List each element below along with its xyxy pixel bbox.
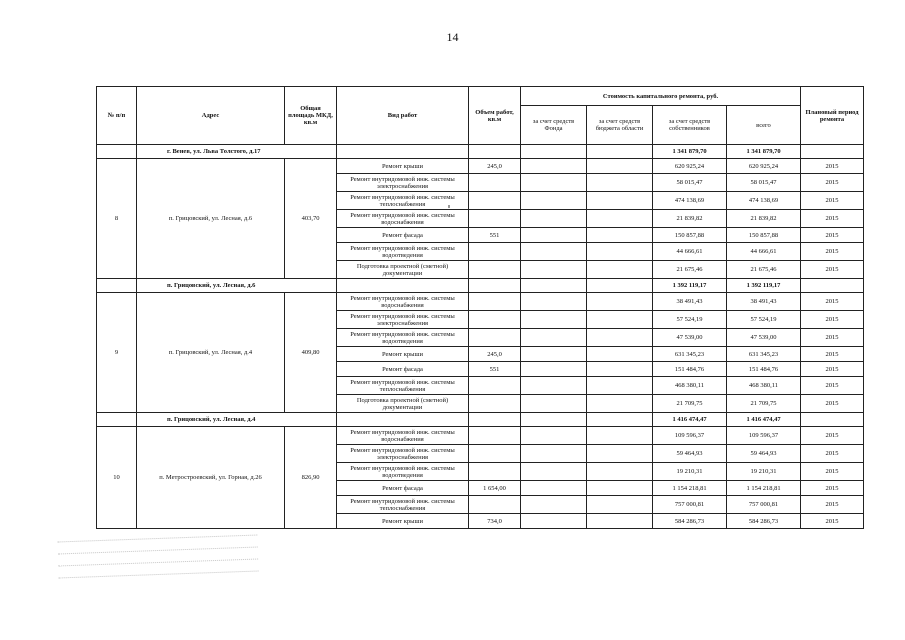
cost-owners: 47 539,00 [653, 329, 727, 347]
empty-cell [587, 279, 653, 293]
cost-region [587, 243, 653, 261]
work-type: Ремонт крыши [337, 347, 469, 362]
cost-total: 150 857,88 [727, 228, 801, 243]
header-address: Адрес [137, 87, 285, 145]
work-type: Ремонт внутридомовой инж. системы электроснабжения [337, 174, 469, 192]
cost-total: 757 000,81 [727, 496, 801, 514]
building-area: 403,70 [285, 159, 337, 279]
cost-fund [521, 228, 587, 243]
building-address: п. Грицовский, ул. Лесная, д.6 [137, 159, 285, 279]
empty-cell [97, 413, 137, 427]
work-volume [469, 293, 521, 311]
empty-cell [587, 413, 653, 427]
cost-fund [521, 174, 587, 192]
cost-total: 21 675,46 [727, 261, 801, 279]
building-area: 826,90 [285, 427, 337, 529]
cost-owners: 620 925,24 [653, 159, 727, 174]
work-volume: 245,0 [469, 159, 521, 174]
work-volume [469, 427, 521, 445]
cost-fund [521, 514, 587, 529]
work-type: Подготовка проектной (сметной) документации [337, 261, 469, 279]
work-volume [469, 463, 521, 481]
cost-owners: 109 596,37 [653, 427, 727, 445]
work-volume: 1 654,00 [469, 481, 521, 496]
cost-fund [521, 329, 587, 347]
planned-period: 2015 [801, 210, 864, 228]
total-sum: 1 392 119,17 [727, 279, 801, 293]
work-type: Ремонт внутридомовой инж. системы водоотведения [337, 463, 469, 481]
cost-region [587, 311, 653, 329]
work-type: Ремонт внутридомовой инж. системы водоотведения [337, 329, 469, 347]
total-address: п. Грицовский, ул. Лесная, д.6 [137, 279, 337, 293]
building-address: п. Метростроевский, ул. Горная, д.26 [137, 427, 285, 529]
total-owners: 1 416 474,47 [653, 413, 727, 427]
total-owners: 1 341 879,70 [653, 145, 727, 159]
planned-period: 2015 [801, 463, 864, 481]
work-type: Ремонт внутридомовой инж. системы водоснабжения [337, 293, 469, 311]
cost-region [587, 377, 653, 395]
header-fund: за счет средств Фонда [521, 106, 587, 145]
cost-total: 38 491,43 [727, 293, 801, 311]
cost-region [587, 261, 653, 279]
cost-owners: 21 709,75 [653, 395, 727, 413]
cost-fund [521, 243, 587, 261]
cost-region [587, 329, 653, 347]
work-volume: 734,0 [469, 514, 521, 529]
work-type: Ремонт внутридомовой инж. системы теплоснабжения [337, 192, 469, 210]
table-body [97, 145, 864, 529]
header-area: Общая площадь МКД, кв.м [285, 87, 337, 145]
cost-region [587, 395, 653, 413]
work-volume [469, 192, 521, 210]
cost-total: 21 839,82 [727, 210, 801, 228]
total-sum: 1 416 474,47 [727, 413, 801, 427]
cost-owners: 468 380,11 [653, 377, 727, 395]
empty-cell [469, 145, 521, 159]
address-total-row [97, 279, 864, 293]
header-num: № п/п [97, 87, 137, 145]
cost-owners: 151 484,76 [653, 362, 727, 377]
cost-region [587, 481, 653, 496]
planned-period: 2015 [801, 481, 864, 496]
header-region: за счет средств бюджета области [587, 106, 653, 145]
empty-cell [337, 413, 469, 427]
planned-period: 2015 [801, 228, 864, 243]
cost-total: 109 596,37 [727, 427, 801, 445]
work-volume: 551 [469, 362, 521, 377]
cost-total: 44 666,61 [727, 243, 801, 261]
planned-period: 2015 [801, 174, 864, 192]
cost-fund [521, 377, 587, 395]
cost-owners: 59 464,93 [653, 445, 727, 463]
cost-total: 468 380,11 [727, 377, 801, 395]
table-row [97, 427, 864, 445]
cost-owners: 19 210,31 [653, 463, 727, 481]
address-total-row [97, 145, 864, 159]
empty-cell [801, 145, 864, 159]
empty-cell [521, 145, 587, 159]
cost-fund [521, 293, 587, 311]
cost-total: 1 154 218,81 [727, 481, 801, 496]
faded-stamp: ​ ​ ​ ​ [57, 524, 259, 591]
cost-region [587, 174, 653, 192]
work-type: Подготовка проектной (сметной) документации [337, 395, 469, 413]
cost-total: 57 524,19 [727, 311, 801, 329]
planned-period: 2015 [801, 427, 864, 445]
cost-owners: 21 839,82 [653, 210, 727, 228]
total-owners: 1 392 119,17 [653, 279, 727, 293]
total-address: п. Грицовский, ул. Лесная, д.4 [137, 413, 337, 427]
cost-owners: 57 524,19 [653, 311, 727, 329]
empty-cell [521, 413, 587, 427]
cost-owners: 631 345,23 [653, 347, 727, 362]
work-volume [469, 496, 521, 514]
cost-region [587, 192, 653, 210]
cost-total: 58 015,47 [727, 174, 801, 192]
cost-region [587, 463, 653, 481]
cost-fund [521, 261, 587, 279]
work-volume [469, 311, 521, 329]
cost-total: 631 345,23 [727, 347, 801, 362]
cost-total: 584 286,73 [727, 514, 801, 529]
planned-period: 2015 [801, 293, 864, 311]
cost-owners: 1 154 218,81 [653, 481, 727, 496]
header-work-type: Вид работ [337, 87, 469, 145]
cost-region [587, 514, 653, 529]
work-volume [469, 445, 521, 463]
cost-owners: 150 857,88 [653, 228, 727, 243]
cost-fund [521, 159, 587, 174]
empty-cell [97, 279, 137, 293]
work-type: Ремонт крыши [337, 514, 469, 529]
work-volume [469, 395, 521, 413]
cost-fund [521, 496, 587, 514]
cost-region [587, 496, 653, 514]
cost-total: 620 925,24 [727, 159, 801, 174]
cost-total: 474 138,69 [727, 192, 801, 210]
page-number: 14 [446, 30, 459, 44]
work-type: Ремонт фасада [337, 362, 469, 377]
empty-cell [469, 413, 521, 427]
cost-total: 47 539,00 [727, 329, 801, 347]
header-volume: Объем работ, кв.м [469, 87, 521, 145]
planned-period: 2015 [801, 514, 864, 529]
table-row [97, 159, 864, 174]
planned-period: 2015 [801, 496, 864, 514]
planned-period: 2015 [801, 445, 864, 463]
row-number: 9 [97, 293, 137, 413]
work-type: Ремонт внутридомовой инж. системы теплоснабжения [337, 377, 469, 395]
cost-total: 21 709,75 [727, 395, 801, 413]
planned-period: 2015 [801, 243, 864, 261]
total-sum: 1 341 879,70 [727, 145, 801, 159]
empty-cell [97, 145, 137, 159]
cost-fund [521, 210, 587, 228]
cost-owners: 474 138,69 [653, 192, 727, 210]
empty-cell [337, 145, 469, 159]
work-volume: 551 [469, 228, 521, 243]
planned-period: 2015 [801, 261, 864, 279]
work-volume [469, 174, 521, 192]
cost-owners: 38 491,43 [653, 293, 727, 311]
work-type: Ремонт фасада [337, 481, 469, 496]
empty-cell [801, 279, 864, 293]
planned-period: 2015 [801, 159, 864, 174]
planned-period: 2015 [801, 329, 864, 347]
empty-cell [587, 145, 653, 159]
work-type: Ремонт фасада [337, 228, 469, 243]
work-type: Ремонт внутридомовой инж. системы электроснабжения [337, 445, 469, 463]
planned-period: 2015 [801, 192, 864, 210]
cost-fund [521, 192, 587, 210]
cost-fund [521, 347, 587, 362]
cost-fund [521, 362, 587, 377]
work-type: Ремонт внутридомовой инж. системы водоснабжения [337, 210, 469, 228]
cost-fund [521, 395, 587, 413]
work-volume [469, 243, 521, 261]
work-volume [469, 210, 521, 228]
cost-region [587, 362, 653, 377]
building-area: 409,80 [285, 293, 337, 413]
cost-fund [521, 463, 587, 481]
table-row [97, 293, 864, 311]
building-address: п. Грицовский, ул. Лесная, д.4 [137, 293, 285, 413]
empty-cell [521, 279, 587, 293]
cost-total: 19 210,31 [727, 463, 801, 481]
cost-region [587, 445, 653, 463]
repair-cost-table [96, 86, 864, 529]
work-type: Ремонт крыши [337, 159, 469, 174]
planned-period: 2015 [801, 377, 864, 395]
cost-owners: 757 000,81 [653, 496, 727, 514]
cost-region [587, 293, 653, 311]
cost-fund [521, 445, 587, 463]
cost-region [587, 210, 653, 228]
empty-cell [337, 279, 469, 293]
empty-cell [801, 413, 864, 427]
header-total: всего [727, 106, 801, 145]
cost-region [587, 159, 653, 174]
cost-total: 59 464,93 [727, 445, 801, 463]
work-volume [469, 261, 521, 279]
header-planned-period: Плановый период ремонта [801, 87, 864, 145]
planned-period: 2015 [801, 311, 864, 329]
cost-region [587, 347, 653, 362]
work-type: Ремонт внутридомовой инж. системы электроснабжения [337, 311, 469, 329]
cost-fund [521, 427, 587, 445]
address-total-row [97, 413, 864, 427]
cost-region [587, 427, 653, 445]
planned-period: 2015 [801, 395, 864, 413]
cost-region [587, 228, 653, 243]
header-owners: за счет средств собственников [653, 106, 727, 145]
cost-owners: 584 286,73 [653, 514, 727, 529]
cost-owners: 58 015,47 [653, 174, 727, 192]
planned-period: 2015 [801, 347, 864, 362]
scan-speck [448, 205, 450, 208]
work-volume [469, 329, 521, 347]
cost-fund [521, 311, 587, 329]
work-type: Ремонт внутридомовой инж. системы водоотведения [337, 243, 469, 261]
cost-total: 151 484,76 [727, 362, 801, 377]
work-volume: 245,0 [469, 347, 521, 362]
empty-cell [469, 279, 521, 293]
row-number: 8 [97, 159, 137, 279]
header-cost-group: Стоимость капитального ремонта, руб. [521, 87, 801, 106]
total-address: г. Венев, ул. Льва Толстого, д.17 [137, 145, 337, 159]
work-type: Ремонт внутридомовой инж. системы теплоснабжения [337, 496, 469, 514]
cost-owners: 44 666,61 [653, 243, 727, 261]
cost-fund [521, 481, 587, 496]
work-type: Ремонт внутридомовой инж. системы водоснабжения [337, 427, 469, 445]
row-number: 10 [97, 427, 137, 529]
planned-period: 2015 [801, 362, 864, 377]
work-volume [469, 377, 521, 395]
cost-owners: 21 675,46 [653, 261, 727, 279]
